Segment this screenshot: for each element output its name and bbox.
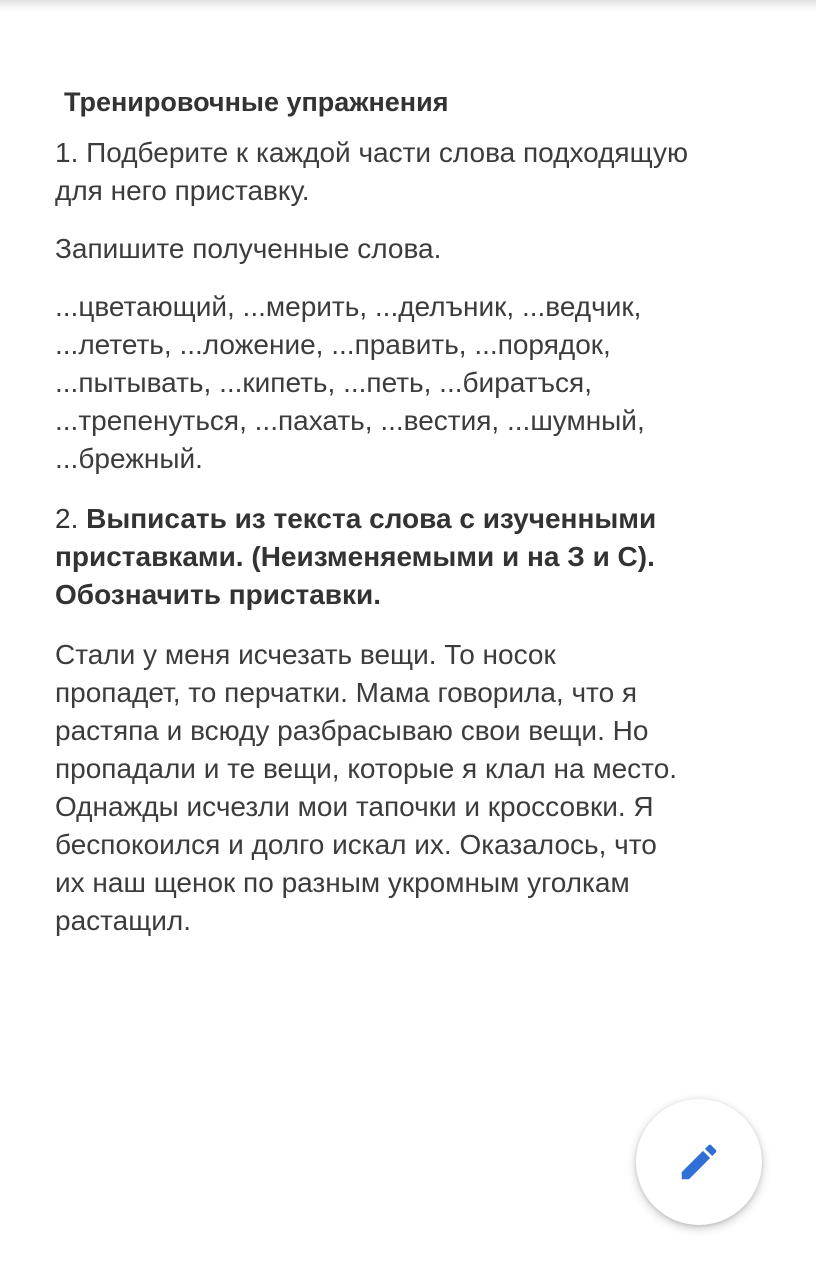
task2-number: 2. [55, 503, 87, 534]
task2-line-2: приставками. (Неизменяемыми и на З и С). [55, 541, 655, 572]
task1-write-prompt: Запишите полученные слова. [55, 233, 442, 264]
task2-line-1 [55, 500, 767, 538]
task2-line1-text: Выписать из текста слова с изученными [86, 503, 657, 534]
page-title: Тренировочные упражнения [64, 87, 449, 117]
task2-line-3: Обозначить приставки. [55, 579, 381, 610]
top-bar-shadow [0, 0, 816, 12]
edit-fab-button[interactable] [636, 1099, 762, 1225]
task1-word-list: ...цветающий, ...мерить, ...делъник, ...ведчик, ...лететь, ...ложение, ...править, ...порядок, ...пытывать, ...кипеть, ...петь, ...биратъся, ...трепенуться, ...пахать, ...вестия, ...шумный, ...брежный. [55, 291, 645, 474]
task1-instruction: 1. Подберите к каждой части слова подходящую для него приставку. [55, 137, 688, 206]
story-text: Стали у меня исчезать вещи. То носок пропадет, то перчатки. Мама говорила, что я растяпа и всюду разбрасываю свои вещи. Но пропадали и те вещи, которые я клал на место. Однажды исчезли мои тапочки и кроссовки. Я беспокоился и долго искал их. Оказалось, что их наш щенок по разным укромным уголкам растащил. [55, 639, 678, 936]
pencil-icon [676, 1139, 722, 1185]
document-content [55, 82, 767, 940]
task2-instruction [55, 500, 767, 614]
